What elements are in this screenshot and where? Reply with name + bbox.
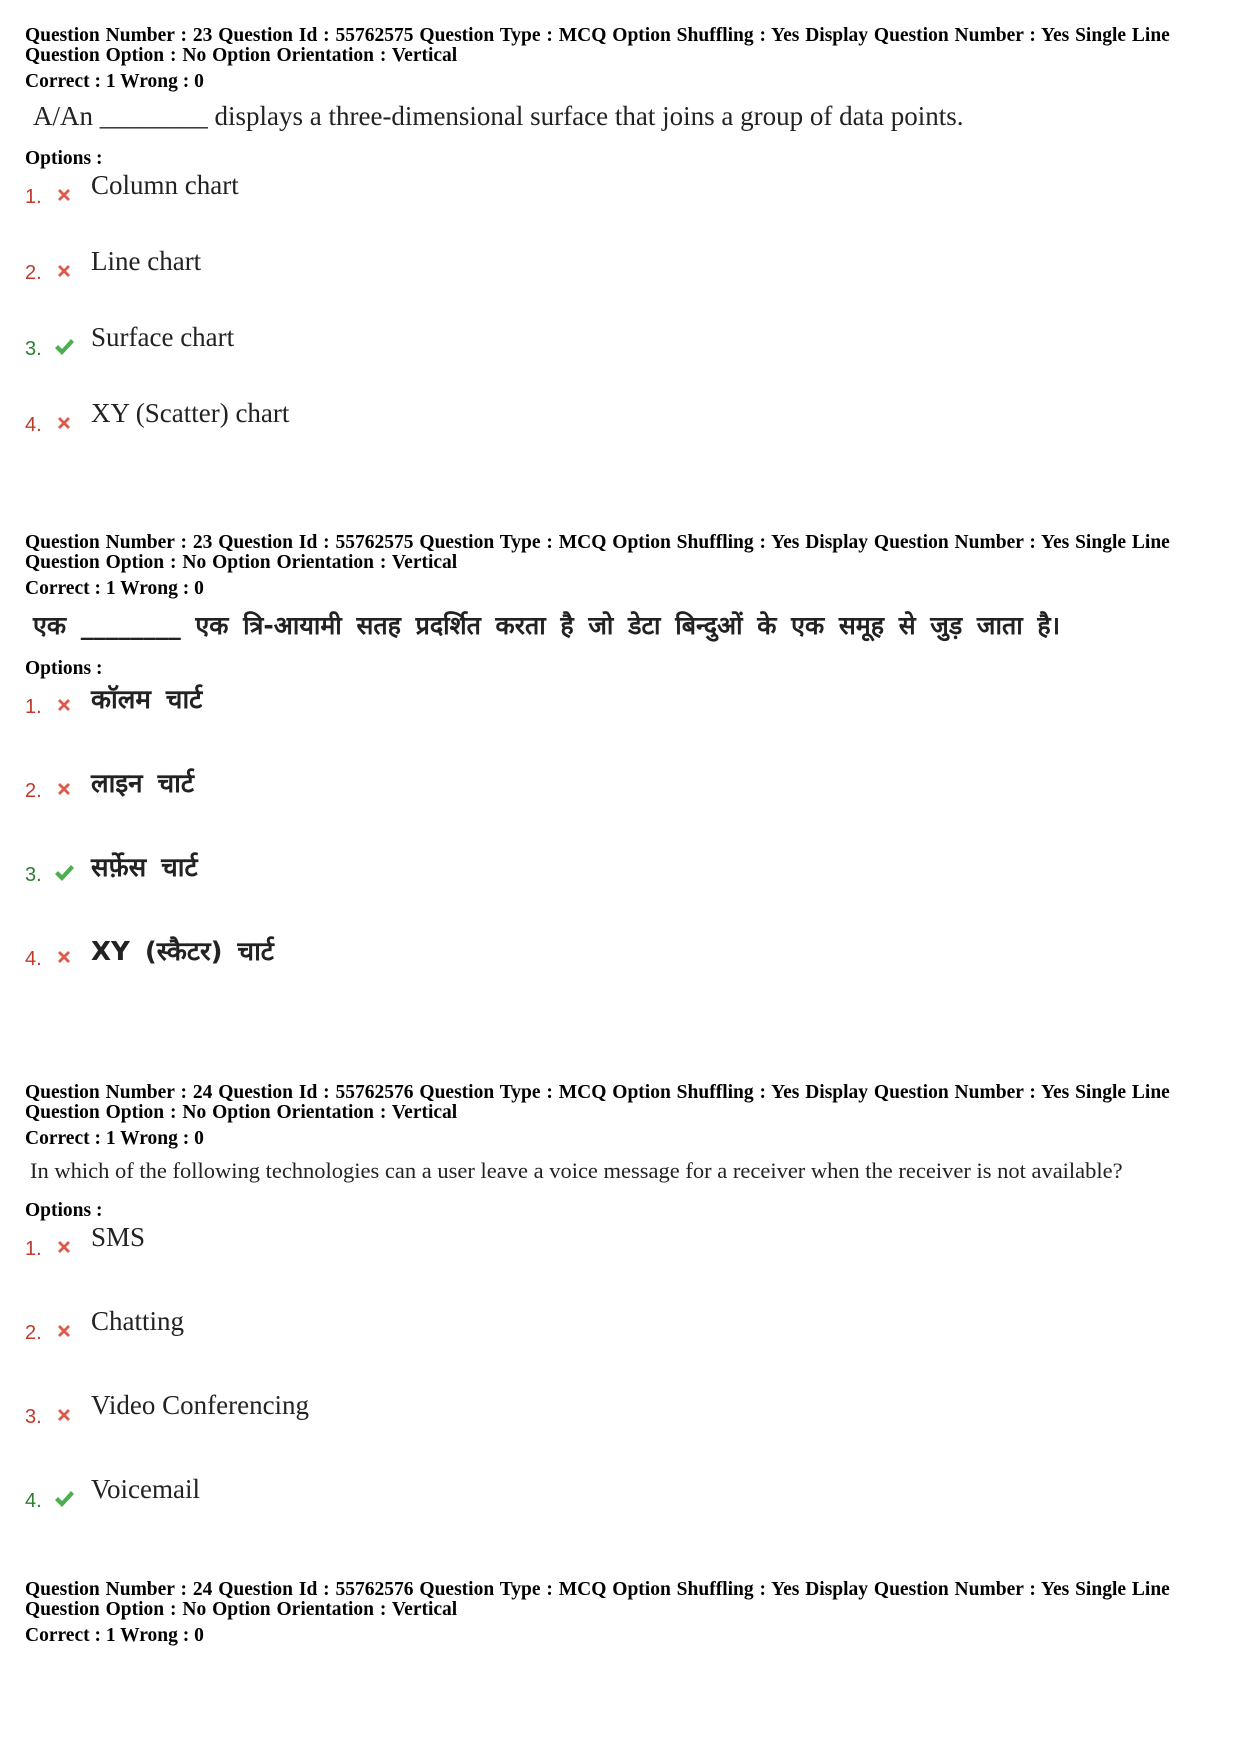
option-item [25, 246, 1220, 322]
options-label: Options : [25, 1200, 103, 1221]
question-text: एक ________ एक त्रि-आयामी सतह प्रदर्शित करता है जो डेटा बिन्दुओं के एक समूह से जुड़ जाता है। [33, 611, 1061, 640]
option-item [25, 170, 1220, 246]
option-text: Video Conferencing [91, 1390, 310, 1420]
wrong-icon [53, 260, 75, 282]
question-meta: Question Number : 24 Question Id : 55762576 Question Type : MCQ Option Shuffling : Yes Display Question Number : Yes Single Line Question Option : No Option Orientation : Vertical [25, 1579, 1170, 1620]
question-score: Correct : 1 Wrong : 0 [25, 578, 204, 599]
wrong-icon [53, 412, 75, 434]
option-number: 4. [25, 414, 42, 436]
option-item [25, 764, 1220, 848]
question-block-2 [25, 533, 1220, 1016]
wrong-icon [53, 694, 75, 716]
options-label: Options : [25, 148, 103, 169]
question-block-1 [25, 26, 1220, 474]
question-block-3 [25, 1083, 1220, 1558]
check-icon [53, 1488, 75, 1510]
option-number: 2. [25, 1322, 42, 1344]
wrong-icon [53, 778, 75, 800]
option-text: Surface chart [91, 322, 235, 352]
option-text: XY (Scatter) chart [91, 398, 290, 428]
option-text: लाइन चार्ट [91, 769, 194, 799]
option-number: 3. [25, 338, 42, 360]
check-icon [53, 862, 75, 884]
option-number: 1. [25, 1238, 42, 1260]
question-score: Correct : 1 Wrong : 0 [25, 1625, 204, 1646]
option-item [25, 322, 1220, 398]
option-number: 3. [25, 1406, 42, 1428]
options-label: Options : [25, 658, 103, 679]
option-item [25, 398, 1220, 474]
question-text: A/An ________ displays a three-dimensional surface that joins a group of data points. [33, 101, 964, 131]
question-score: Correct : 1 Wrong : 0 [25, 1128, 204, 1149]
wrong-icon [53, 946, 75, 968]
option-number: 1. [25, 186, 42, 208]
option-text: Voicemail [91, 1474, 200, 1504]
option-item [25, 1390, 1220, 1474]
option-number: 4. [25, 948, 42, 970]
option-item [25, 848, 1220, 932]
question-meta: Question Number : 23 Question Id : 55762575 Question Type : MCQ Option Shuffling : Yes Display Question Number : Yes Single Line Question Option : No Option Orientation : Vertical [25, 532, 1170, 573]
check-icon [53, 336, 75, 358]
question-block-4 [25, 1580, 1220, 1647]
question-score: Correct : 1 Wrong : 0 [25, 71, 204, 92]
option-text: सर्फ़ेस चार्ट [91, 853, 198, 883]
option-item [25, 1306, 1220, 1390]
option-item [25, 680, 1220, 764]
option-item [25, 932, 1220, 1016]
wrong-icon [53, 1236, 75, 1258]
option-text: कॉलम चार्ट [91, 685, 203, 715]
question-meta: Question Number : 24 Question Id : 55762576 Question Type : MCQ Option Shuffling : Yes Display Question Number : Yes Single Line Question Option : No Option Orientation : Vertical [25, 1082, 1170, 1123]
wrong-icon [53, 1404, 75, 1426]
question-meta: Question Number : 23 Question Id : 55762575 Question Type : MCQ Option Shuffling : Yes Display Question Number : Yes Single Line Question Option : No Option Orientation : Vertical [25, 25, 1170, 66]
option-text: Column chart [91, 170, 239, 200]
option-item [25, 1222, 1220, 1306]
option-text: Chatting [91, 1306, 184, 1336]
option-item [25, 1474, 1220, 1558]
wrong-icon [53, 184, 75, 206]
option-text: XY (स्कैटर) चार्ट [91, 937, 274, 967]
option-text: SMS [91, 1222, 146, 1252]
question-text: In which of the following technologies can a user leave a voice message for a receiver when the receiver is not available? [30, 1158, 1123, 1183]
option-text: Line chart [91, 246, 202, 276]
option-number: 3. [25, 864, 42, 886]
option-number: 2. [25, 262, 42, 284]
option-number: 4. [25, 1490, 42, 1512]
option-number: 1. [25, 696, 42, 718]
option-number: 2. [25, 780, 42, 802]
wrong-icon [53, 1320, 75, 1342]
